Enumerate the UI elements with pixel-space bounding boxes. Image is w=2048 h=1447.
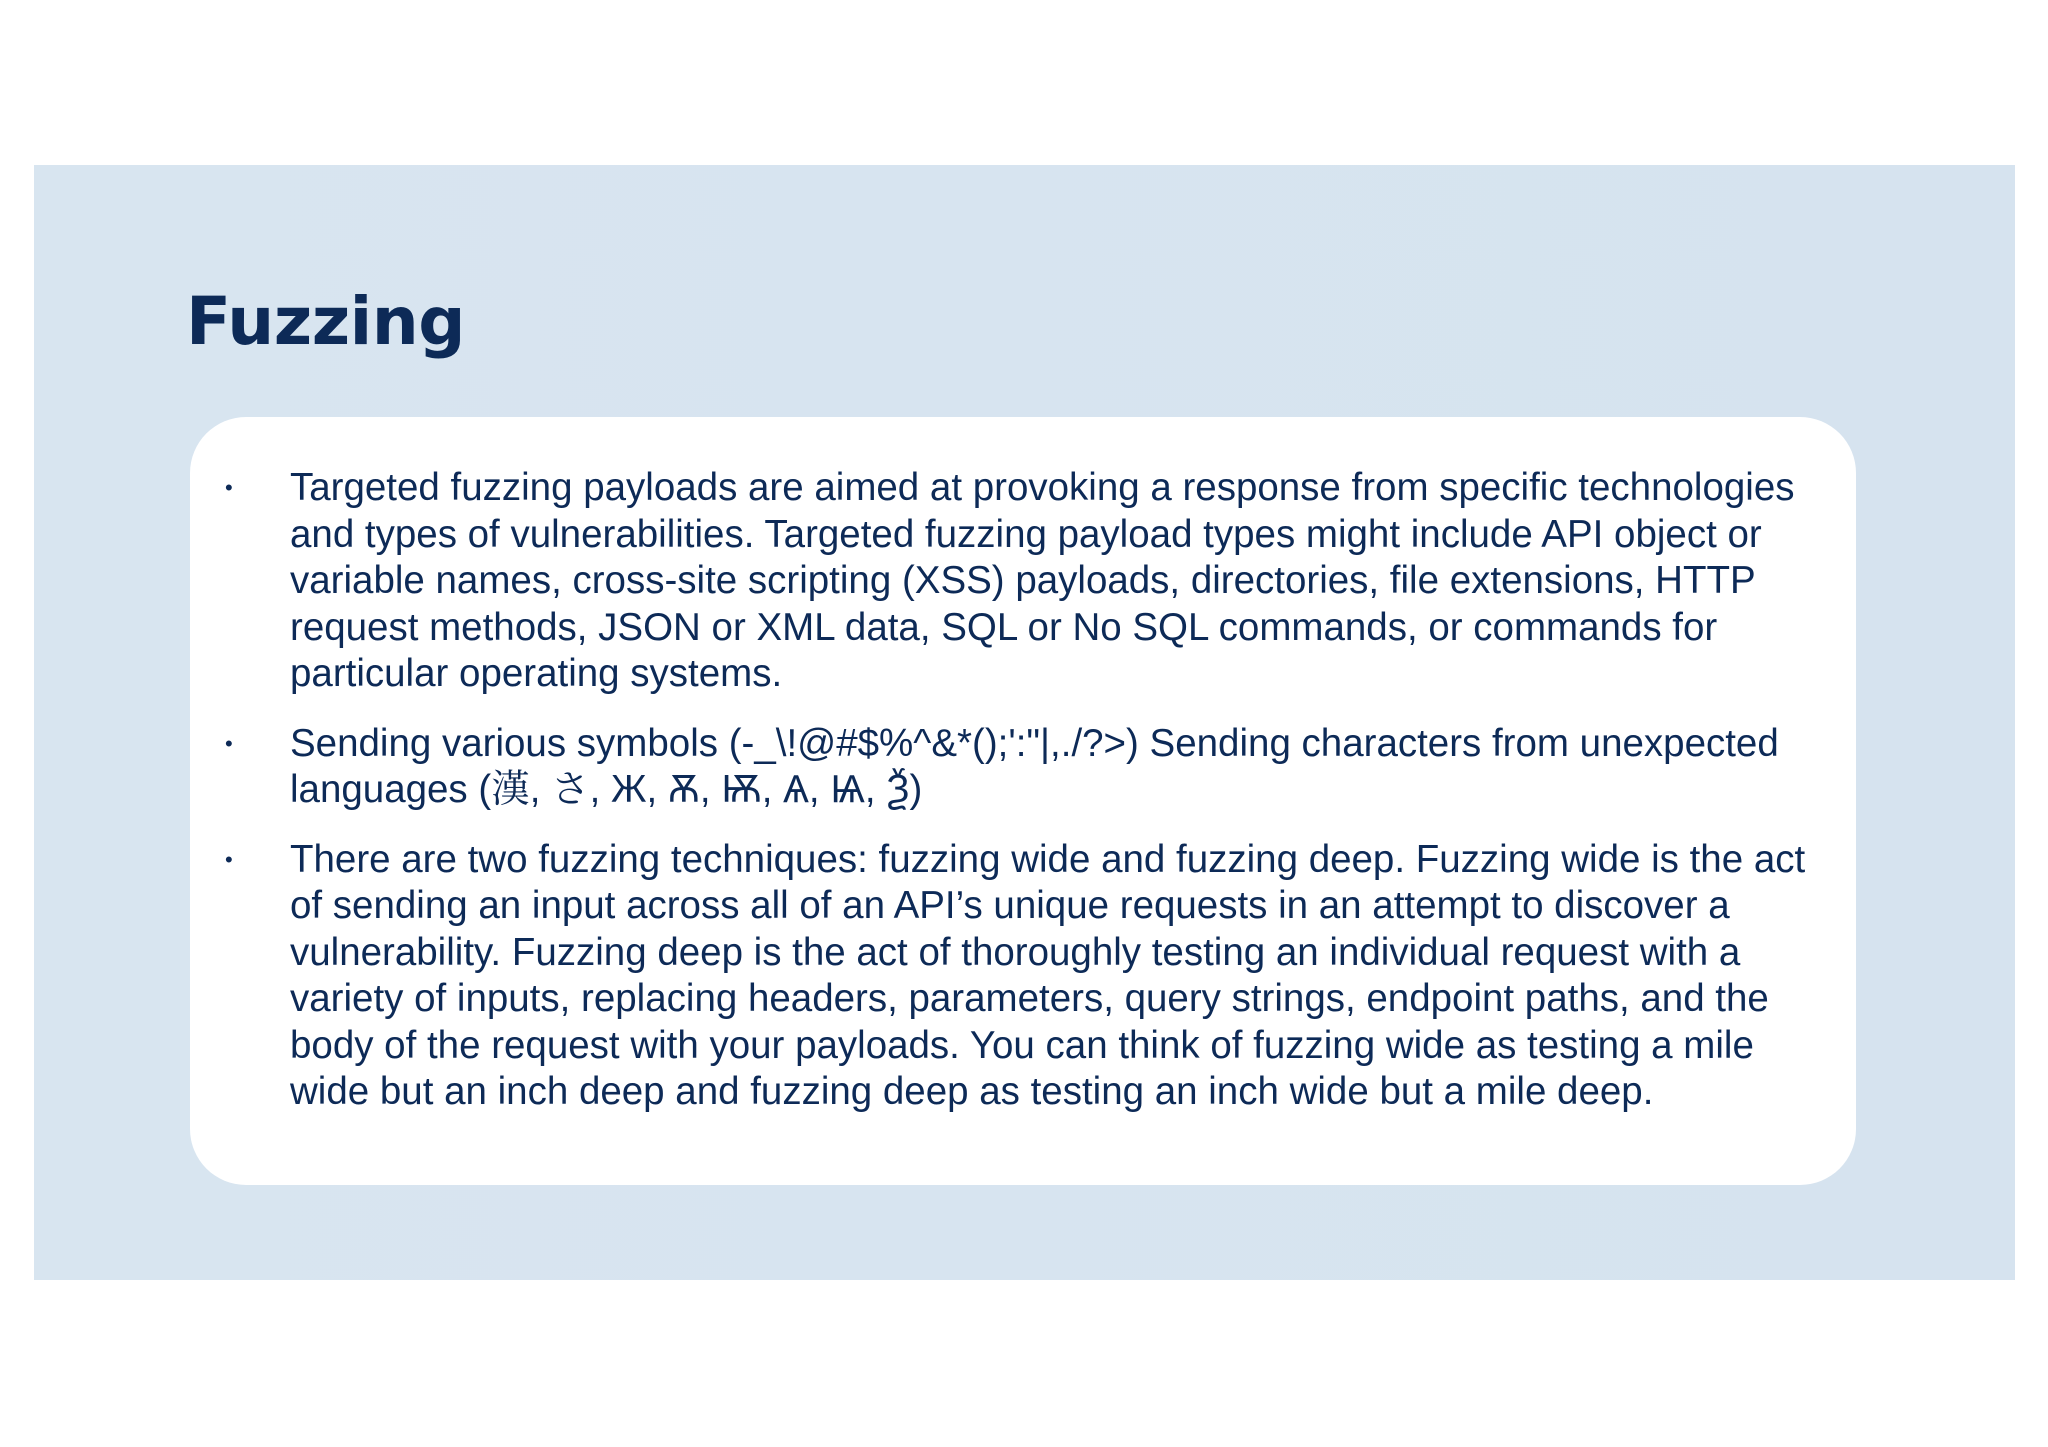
bullet-text: Sending various symbols (-_\!@#$%^&*();':"|,./?>) Sending characters from unexpected languages (漢, さ, Ж, Ѫ, Ѭ, Ѧ, Ѩ, Ѯ): [290, 721, 1779, 811]
slide-title: Fuzzing: [186, 283, 465, 360]
bullet-list: [190, 465, 1856, 1139]
bullet-item-targeted-payloads: [190, 465, 1856, 698]
bullet-marker: •: [225, 846, 233, 872]
bullet-marker: •: [225, 475, 233, 500]
bullet-text: Targeted fuzzing payloads are aimed at provoking a response from specific technologies and types of vulnerabilities. Targeted fuzzing payload types might include API object or variable names, cross-site scripting (XSS) payloads, directories, file extensions, HTTP request methods, JSON or XML data, SQL or No SQL commands, or commands for particular operating systems.: [290, 466, 1795, 695]
content-card: [190, 417, 1856, 1185]
bullet-item-symbols-languages: [190, 721, 1856, 814]
slide: [34, 165, 2015, 1280]
bullet-text: There are two fuzzing techniques: fuzzing wide and fuzzing deep. Fuzzing wide is the act of sending an input across all of an API’s unique requests in an attempt to discover a vulnerability. Fuzzing deep is the act of thoroughly testing an individual request with a variety of inputs, replacing headers, parameters, query strings, endpoint paths, and the body of the request with your payloads. You can think of fuzzing wide as testing a mile wide but an inch deep and fuzzing deep as testing an inch wide but a mile deep.: [290, 837, 1806, 1113]
bullet-marker: •: [225, 730, 233, 756]
bullet-item-fuzzing-techniques: [190, 837, 1856, 1116]
